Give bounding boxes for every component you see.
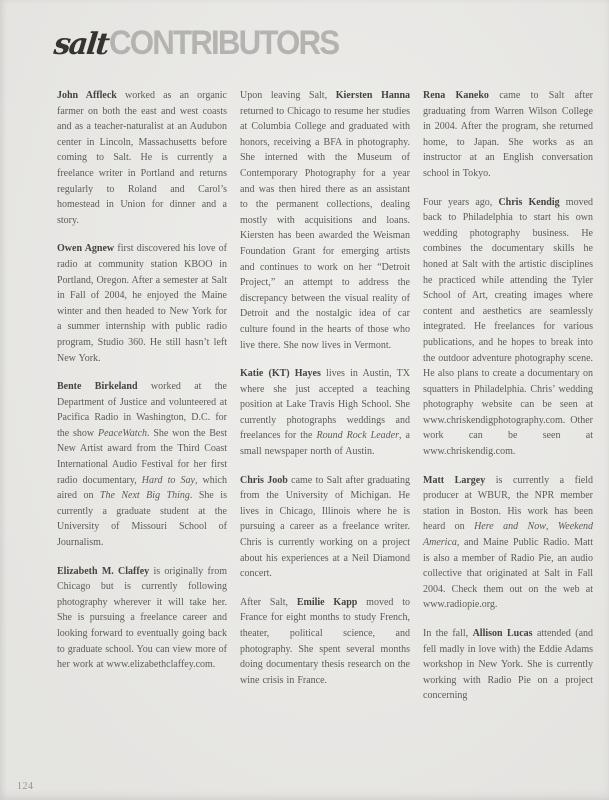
body-text: worked at the Department of Justice and volunteered at Pacifica Radio in Washington, D.C. for the show <box>57 381 227 439</box>
column-left <box>57 88 227 717</box>
page-header <box>54 24 358 63</box>
contributor-name: Chris Kendig <box>498 196 560 208</box>
body-text: attended (and fell madly in love with) the Eddie Adams workshop in New York. She is currently working with Radio Pie on a project concerning <box>423 628 594 702</box>
contributor-paragraph <box>57 564 227 673</box>
contributor-name: Bente Birkeland <box>57 381 138 393</box>
publication-title: Here and Now <box>474 521 546 533</box>
contributor-paragraph <box>57 379 227 551</box>
column-middle <box>240 88 410 717</box>
body-text: moved back to Philadelphia to start his own wedding photography business. He combines the documentary skills he honed at Salt with the artistic disciplines he practiced while attending the Tyler School of Art, creating images where content and aesthetics are seamlessly integrated. He freelances for various publications, and he hopes to break into the outdoor adventure photography scene. He also plans to create a documentary on squatters in Philadelphia. Chris’ wedding photography website can be seen at www.chriskendigphotography.com. Other work can be seen at www.chriskendig.com. <box>423 196 594 458</box>
contributor-name: Matt Largey <box>423 474 486 486</box>
contributor-name: Elizabeth M. Claffey <box>57 565 150 577</box>
contributor-paragraph <box>423 473 593 613</box>
publication-title: The Next Big Thing <box>99 490 190 502</box>
publication-title: Round Rock Leader <box>316 430 400 442</box>
body-text: came to Salt after graduating from Warren Wilson College in 2004. After the program, she returned home, to Japan. She works as an instructor at an English conversation school in Tokyo. <box>423 90 594 179</box>
contributor-name: Katie (KT) Hayes <box>240 368 321 380</box>
body-text: is currently a field producer at WBUR, the NPR member station in Boston. His work has been heard on <box>423 474 593 533</box>
contributor-paragraph <box>57 241 227 366</box>
contributor-name: Owen Agnew <box>57 243 115 255</box>
body-text: lives in Austin, TX where she just accepted a teaching position at Lake Travis High School. She currently photographs weddings and freelances for the <box>240 368 411 442</box>
contributor-paragraph <box>240 366 410 460</box>
contributor-name: Rena Kaneko <box>423 90 489 101</box>
page-footer <box>17 782 34 792</box>
contributor-paragraph <box>423 626 593 704</box>
body-text: . She won the Best New Artist award from the Third Coast International Audio Festival for her first radio documentary, <box>57 427 227 486</box>
body-text: moved to France for eight months to study French, theater, political science, and photography. She spent several months doing documentary thesis research on the wine crisis in France. <box>240 596 411 686</box>
publication-title: PeaceWatch <box>97 427 148 439</box>
contributor-name: Kiersten Hanna <box>335 90 411 101</box>
body-text: is originally from Chicago but is currently following photography wherever it will take her. She is pursuing a freelance career and looking forward to eventually going back to graduate school. You can view more of her work at www.elizabethclaffey.com. <box>57 565 227 671</box>
body-text: . She is currently a graduate student at the University of Missouri School of Journalism. <box>57 490 227 549</box>
publication-title: Hard to Say <box>141 474 195 486</box>
body-text: worked as an organic farmer on both the east and west coasts and as a teacher-naturalist at an Audubon center in Lincoln, Massachusetts before coming to Salt. He is currently a freelance writer in Portland and returns regularly to Roland and Carol’s homestead in Union for dinner and a story. <box>57 90 227 226</box>
body-text: In the fall, <box>423 628 473 639</box>
contributor-name: Chris Joob <box>240 474 288 486</box>
contributor-paragraph <box>240 473 410 582</box>
body-text: Upon leaving Salt, <box>240 90 336 101</box>
body-text: returned to Chicago to resume her studies at Columbia College and graduated with honors, receiving a BFA in photography. She interned with the Museum of Contemporary Photography for a year and was then hired there as an assistant to the permanent collections, dealing mostly with acquisitions and loans. Kiersten has been awarded the Weisman Foundation Grant for emerging artists and continues to work on her “Detroit Project,” an attempt to address the discrepancy between the visual reality of Detroit and the nostalgic idea of car culture found in the hearts of those who live there. She now lives in Vermont. <box>240 105 410 351</box>
publication-title: Weekend America <box>423 521 594 549</box>
body-text: , a small newspaper north of Austin. <box>240 430 410 458</box>
contributor-name: John Affleck <box>57 90 117 101</box>
contributor-paragraph <box>423 195 593 460</box>
body-text: , <box>545 521 558 533</box>
contributor-paragraph <box>57 88 227 228</box>
contributor-columns <box>57 88 594 717</box>
body-text: Four years ago, <box>423 196 499 208</box>
page-number: 124 <box>17 781 34 792</box>
contributor-name: Emilie Kapp <box>296 596 358 608</box>
contributor-paragraph <box>423 88 593 182</box>
body-text: , which aired on <box>57 474 227 502</box>
body-text: After Salt, <box>240 596 297 608</box>
body-text: , and Maine Public Radio. Matt is also a member of Radio Pie, an audio collective that originated at Salt in Fall 2004. Check them out on the web at www.radiopie.org. <box>423 537 593 611</box>
column-right <box>423 88 593 717</box>
body-text: came to Salt after graduating from the University of Michigan. He lives in Chicago, Illinois where he is pursuing a career as a freelance writer. Chris is currently working on a project about his experiences at a Neil Diamond concert. <box>240 474 410 580</box>
contributor-paragraph <box>240 88 410 353</box>
salt-logo: salt <box>52 27 110 62</box>
contributor-paragraph <box>240 595 410 689</box>
contributor-name: Allison Lucas <box>472 628 533 639</box>
body-text: first discovered his love of radio at community station KBOO in Portland, Oregon. After a semester at Salt in Fall of 2004, he enjoyed the Maine winter and then headed to New York for a summer internship with public radio program, Studio 360. He still hasn’t left New York. <box>57 243 227 364</box>
page-title: CONTRIBUTORS <box>108 24 338 62</box>
